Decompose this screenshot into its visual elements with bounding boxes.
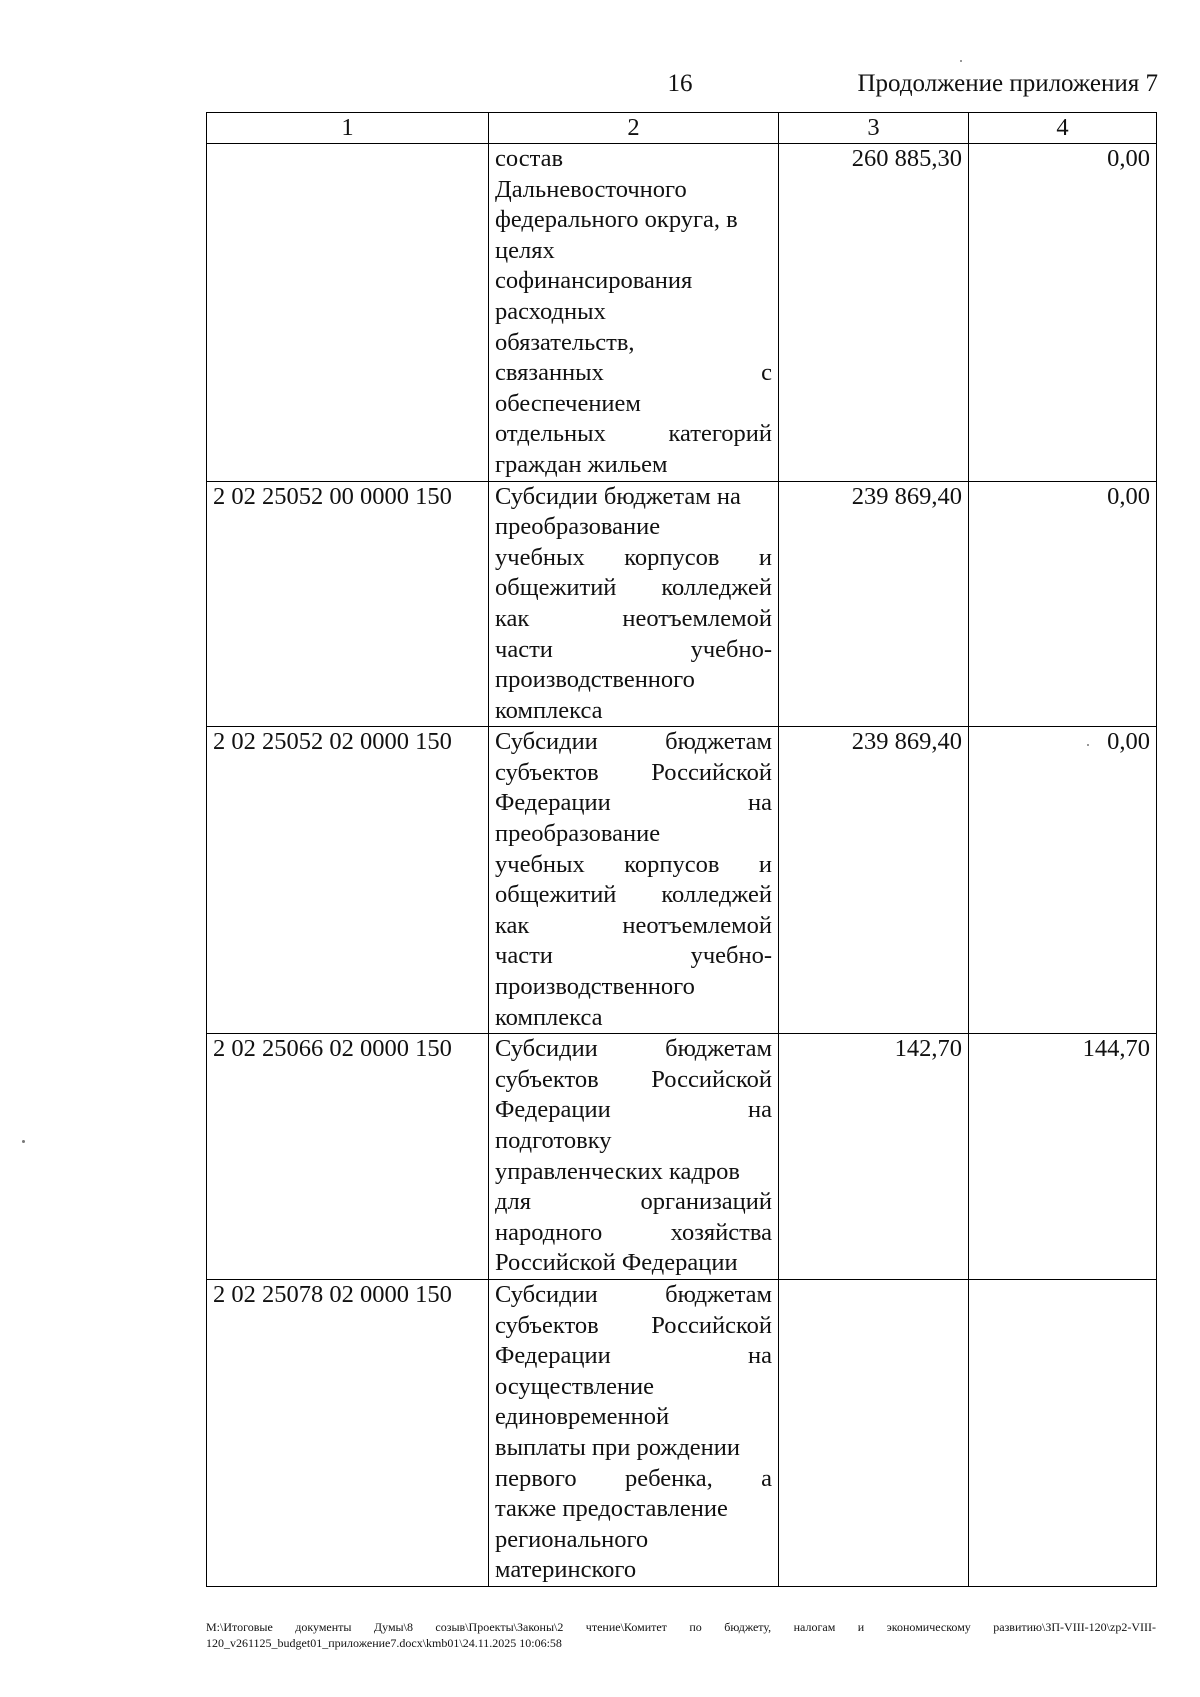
amount-column-4: 0,00 [969,144,1157,482]
description-line [495,482,772,513]
description-word: учебно- [690,635,772,663]
description-word: на [748,789,772,817]
description-line [495,236,772,267]
description-line [495,850,772,881]
amount-column-4 [969,1279,1157,1586]
description-word: колледжей [661,881,772,909]
description-word: Субсидии [495,728,598,756]
description-word: части [495,942,553,970]
table-row [207,481,1157,727]
description-cell [489,144,779,482]
description-word: расходных [495,297,606,325]
description-word: как [495,911,530,939]
description-word: а [761,1464,772,1492]
description-word: корпусов [624,850,720,878]
description-word: учебно- [690,942,772,970]
description-word: материнского [495,1556,637,1584]
description-word: неотъемлемой [622,911,772,939]
description-word: Российской [651,1065,772,1093]
description-line [495,604,772,635]
column-header: 3 [779,113,969,144]
description-line [495,1187,772,1218]
description-word: бюджетам [665,1280,772,1308]
continuation-label: Продолжение приложения 7 [857,70,1158,97]
description-word: бюджетам [665,728,772,756]
description-word: бюджетам [665,1035,772,1063]
description-word: первого [495,1464,577,1492]
scan-speck [960,60,962,62]
description-line [495,788,772,819]
description-word: общежитий [495,881,617,909]
description-word: для [495,1188,531,1216]
description-line [495,1311,772,1342]
description-word: целях [495,236,555,264]
description-line [495,389,772,420]
description-word: Федерации [495,1096,611,1124]
column-header: 1 [207,113,489,144]
description-word: Федерации [495,1342,611,1370]
description-line [495,419,772,450]
description-line [495,144,772,175]
description-word: организаций [640,1188,772,1216]
description-line [495,1034,772,1065]
description-word: производственного [495,973,695,1001]
description-word: и [758,850,772,878]
description-word: отдельных [495,420,606,448]
budget-code-cell [207,144,489,482]
amount-column-3: 142,70 [779,1034,969,1280]
description-line [495,573,772,604]
description-line [495,1065,772,1096]
description-word: ребенка, [624,1464,713,1492]
description-word: также предоставление [495,1495,728,1523]
description-line [495,1126,772,1157]
description-line [495,819,772,850]
description-word: осуществление [495,1372,655,1400]
description-word: категорий [668,420,772,448]
description-word: единовременной [495,1403,670,1431]
description-line [495,972,772,1003]
scan-speck [1087,744,1089,746]
amount-column-4: 144,70 [969,1034,1157,1280]
description-word: производственного [495,666,695,694]
description-line [495,1218,772,1249]
description-word: Российской [651,1311,772,1339]
description-word: и [758,543,772,571]
description-cell [489,481,779,727]
description-cell [489,727,779,1034]
description-word: субъектов [495,1311,599,1339]
description-cell [489,1034,779,1280]
file-path-footer: M:\Итоговые документы Думы\8 созыв\Проекты\Законы\2 чтение\Комитет по бюджету, налогам и экономическому развитию\ЗП-VIII-120\zp2-VIII-120_v261125_budget01_приложение7.docx\kmb01\24.11.2025 10:06:58 [206,1620,1156,1650]
scan-speck [22,1140,25,1143]
description-line [495,1464,772,1495]
description-line [495,635,772,666]
amount-column-3: 260 885,30 [779,144,969,482]
description-word: федерального округа, в [495,206,738,234]
description-line [495,1402,772,1433]
budget-code-cell: 2 02 25078 02 0000 150 [207,1279,489,1586]
description-line [495,1003,772,1034]
description-line [495,696,772,727]
description-line [495,175,772,206]
description-word: преобразование [495,820,661,848]
description-line [495,358,772,389]
amount-column-4: 0,00 [969,481,1157,727]
description-word: Российской Федерации [495,1249,738,1277]
description-word: Дальневосточного [495,175,687,203]
description-line [495,1341,772,1372]
page-number: 16 [667,70,693,97]
description-word: субъектов [495,1065,599,1093]
column-header: 4 [969,113,1157,144]
description-line [495,297,772,328]
description-word: на [748,1096,772,1124]
amount-column-3: 239 869,40 [779,481,969,727]
column-header: 2 [489,113,779,144]
description-word: Федерации [495,789,611,817]
description-word: преобразование [495,513,661,541]
description-word: с [761,359,772,387]
description-line [495,205,772,236]
budget-code-cell: 2 02 25052 00 0000 150 [207,481,489,727]
description-line [495,328,772,359]
description-line [495,911,772,942]
description-line [495,1433,772,1464]
budget-table [206,112,1157,1587]
description-word: хозяйства [670,1218,772,1246]
amount-column-4: 0,00 [969,727,1157,1034]
description-word: Субсидии бюджетам на [495,482,741,510]
description-word: колледжей [661,574,772,602]
description-word: субъектов [495,758,599,786]
description-word: на [748,1342,772,1370]
description-line [495,1157,772,1188]
description-word: управленческих кадров [495,1157,740,1185]
description-word: Российской [651,758,772,786]
description-word: регионального [495,1525,649,1553]
description-word: комплекса [495,696,603,724]
description-line [495,665,772,696]
description-line [495,1525,772,1556]
description-word: учебных [495,850,585,878]
description-word: учебных [495,543,585,571]
description-line [495,1372,772,1403]
description-word: граждан жильем [495,450,668,478]
description-word: общежитий [495,574,617,602]
description-word: выплаты при рождении [495,1433,740,1461]
description-line [495,727,772,758]
description-line [495,1280,772,1311]
amount-column-3 [779,1279,969,1586]
description-line [495,758,772,789]
budget-code-cell: 2 02 25066 02 0000 150 [207,1034,489,1280]
description-word: комплекса [495,1003,603,1031]
description-word: подготовку [495,1127,612,1154]
description-line [495,1095,772,1126]
table-row [207,1034,1157,1280]
description-line [495,266,772,297]
description-line [495,1494,772,1525]
description-line [495,543,772,574]
description-word: части [495,635,553,663]
description-word: Субсидии [495,1280,598,1308]
description-line [495,1248,772,1279]
description-word: народного [495,1218,603,1246]
description-line [495,941,772,972]
description-line [495,880,772,911]
description-word: обеспечением [495,389,641,417]
table-body [207,144,1157,1587]
description-word: связанных [495,359,604,387]
description-word: состав [495,145,564,172]
description-word: обязательств, [495,328,635,356]
budget-code-cell: 2 02 25052 02 0000 150 [207,727,489,1034]
amount-column-3: 239 869,40 [779,727,969,1034]
description-word: корпусов [624,543,720,571]
table-row [207,727,1157,1034]
description-word: неотъемлемой [622,604,772,632]
description-word: софинансирования [495,267,693,295]
description-cell [489,1279,779,1586]
header-row [207,113,1157,144]
description-line [495,512,772,543]
description-line [495,450,772,481]
description-word: как [495,604,530,632]
description-line [495,1555,772,1586]
table-row [207,1279,1157,1586]
table-row [207,144,1157,482]
description-word: Субсидии [495,1035,598,1063]
